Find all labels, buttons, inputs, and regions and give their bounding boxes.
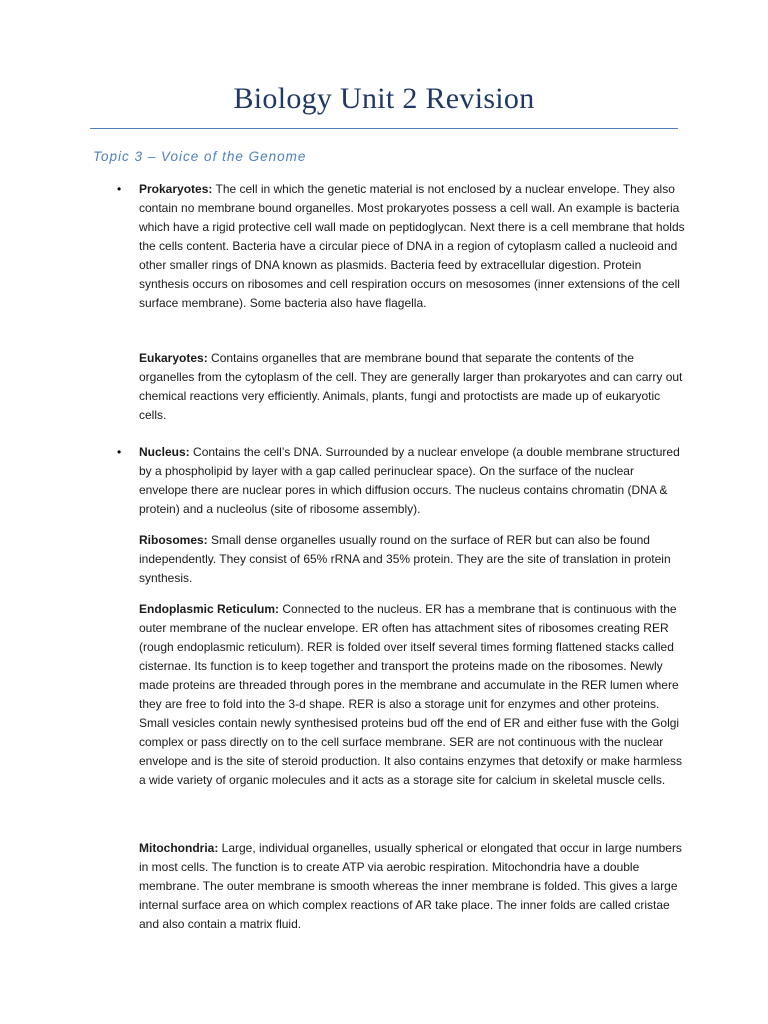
eukaryotes-text: Contains organelles that are membrane bound that separate the contents of the organelles from the cytoplasm of the cell. They are generally larger than prokaryotes and can carry out chemical reactions very efficiently. Animals, plants, fungi and protoctists are made up of eukaryotic cells. <box>139 351 683 422</box>
endoplasmic-reticulum-text: Connected to the nucleus. ER has a membrane that is continuous with the outer membrane of the nuclear envelope. ER often has attachment sites of ribosomes creating RER (rough endoplasmic reticulum). RER is folded over itself several times forming flattened stacks called cisternae. Its function is to keep together and transport the proteins made on the ribosomes. Newly made proteins are threaded through pores in the membrane and accumulate in the RER lumen where they are free to fold into the 3-d shape. RER is also a storage unit for enzymes and other proteins. Small vesicles contain newly synthesised proteins bud off the end of ER and either fuse with the Golgi complex or pass directly on to the cell surface membrane. SER are not continuous with the nuclear envelope and is the site of steroid production. It also contains enzymes that detoxify or make harmless a wide variety of organic molecules and it acts as a storage site for calcium in skeletal muscle cells. <box>139 602 682 787</box>
prokaryotes-text: The cell in which the genetic material is not enclosed by a nuclear envelope. They also contain no membrane bound organelles. Most prokaryotes possess a cell wall. An example is bacteria which have a rigid protective cell wall made on peptidoglycan. Next there is a cell membrane that holds the cells content. Bacteria have a circular piece of DNA in a region of cytoplasm called a nucleoid and other smaller rings of DNA known as plasmids. Bacteria feed by extracellular digestion. Protein synthesis occurs on ribosomes and cell respiration occurs on mesosomes (inner extensions of the cell surface membrane). Some bacteria also have flagella. <box>139 182 685 310</box>
eukaryotes-heading: Eukaryotes: <box>139 351 208 365</box>
nucleus-heading: Nucleus: <box>139 445 190 459</box>
title-underline <box>90 128 678 129</box>
mitochondria-heading: Mitochondria: <box>139 841 219 855</box>
prokaryotes-heading: Prokaryotes: <box>139 182 213 196</box>
prokaryotes-paragraph <box>139 180 685 313</box>
topic-subtitle: Topic 3 – Voice of the Genome <box>93 149 307 164</box>
bullet-icon: • <box>117 182 122 196</box>
nucleus-text: Contains the cell’s DNA. Surrounded by a nuclear envelope (a double membrane structured by a phospholipid by layer with a gap called perinuclear space). On the surface of the nuclear envelope there are nuclear pores in which diffusion occurs. The nucleus contains chromatin (DNA & protein) and a nucleolus (site of ribosome assembly). <box>139 445 680 516</box>
ribosomes-text: Small dense organelles usually round on the surface of RER but can also be found independently. They consist of 65% rRNA and 35% protein. They are the site of translation in protein synthesis. <box>139 533 671 585</box>
endoplasmic-reticulum-paragraph <box>139 600 685 790</box>
bullet-icon: • <box>117 445 122 459</box>
document-title: Biology Unit 2 Revision <box>233 82 535 115</box>
nucleus-paragraph <box>139 443 685 519</box>
ribosomes-paragraph <box>139 531 685 588</box>
eukaryotes-paragraph <box>139 349 685 425</box>
mitochondria-paragraph <box>139 839 685 934</box>
ribosomes-heading: Ribosomes: <box>139 533 208 547</box>
mitochondria-text: Large, individual organelles, usually spherical or elongated that occur in large numbers in most cells. The function is to create ATP via aerobic respiration. Mitochondria have a double membrane. The outer membrane is smooth whereas the inner membrane is folded. This gives a large internal surface area on which complex reactions of AR take place. The inner folds are called cristae and also contain a matrix fluid. <box>139 841 682 931</box>
endoplasmic-reticulum-heading: Endoplasmic Reticulum: <box>139 602 280 616</box>
